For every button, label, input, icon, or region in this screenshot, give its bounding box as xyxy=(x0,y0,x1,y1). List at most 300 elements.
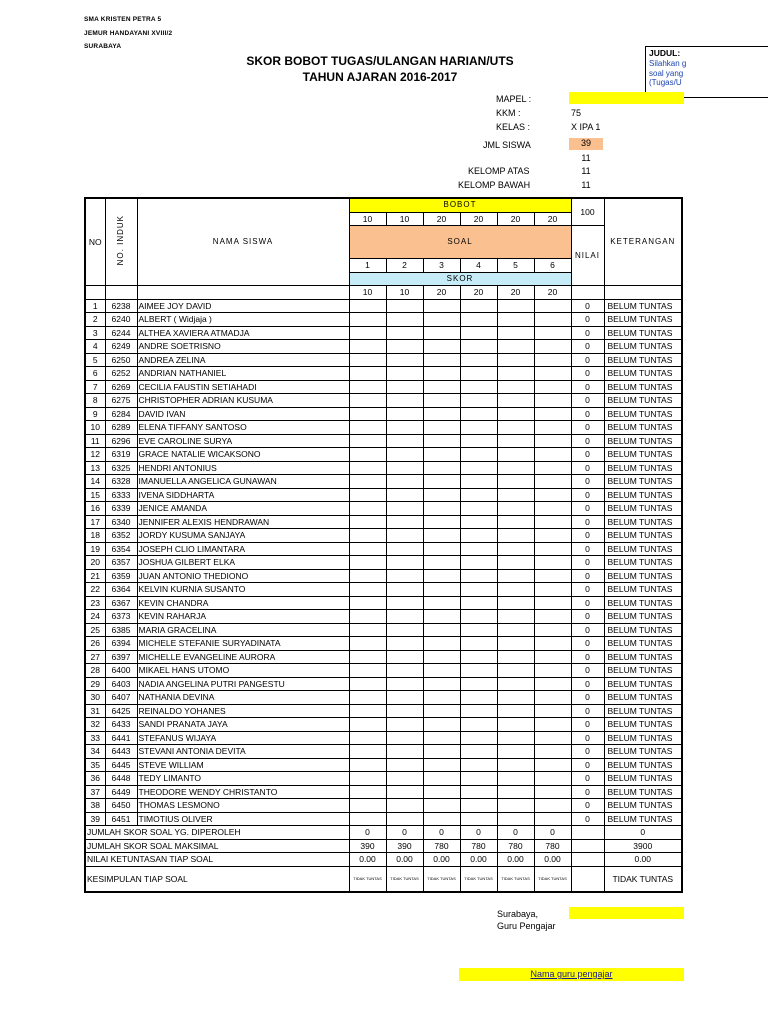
score-input-cell[interactable] xyxy=(460,488,497,502)
score-input-cell[interactable] xyxy=(423,502,460,516)
score-input-cell[interactable] xyxy=(386,542,423,556)
score-input-cell[interactable] xyxy=(386,623,423,637)
score-input-cell[interactable] xyxy=(497,637,534,651)
row-induk: 6284 xyxy=(105,407,137,421)
score-input-cell[interactable] xyxy=(497,475,534,489)
score-input-cell[interactable] xyxy=(534,326,571,340)
score-input-cell[interactable] xyxy=(423,799,460,813)
score-input-cell[interactable] xyxy=(423,380,460,394)
score-input-cell[interactable] xyxy=(534,691,571,705)
row-keterangan: BELUM TUNTAS xyxy=(604,340,682,354)
score-input-cell[interactable] xyxy=(386,637,423,651)
row-no: 21 xyxy=(85,569,105,583)
score-input-cell[interactable] xyxy=(386,299,423,313)
skor-max-value: 20 xyxy=(423,286,460,300)
score-input-cell[interactable] xyxy=(497,556,534,570)
score-input-cell[interactable] xyxy=(460,299,497,313)
score-input-cell[interactable] xyxy=(460,569,497,583)
score-input-cell[interactable] xyxy=(497,529,534,543)
score-input-cell[interactable] xyxy=(460,637,497,651)
score-input-cell[interactable] xyxy=(423,610,460,624)
score-input-cell[interactable] xyxy=(497,326,534,340)
score-input-cell[interactable] xyxy=(349,799,386,813)
score-input-cell[interactable] xyxy=(460,326,497,340)
score-input-cell[interactable] xyxy=(349,812,386,826)
score-input-cell[interactable] xyxy=(460,313,497,327)
kesimpulan-row xyxy=(85,866,682,892)
score-input-cell[interactable] xyxy=(423,421,460,435)
score-input-cell[interactable] xyxy=(386,785,423,799)
score-input-cell[interactable] xyxy=(460,461,497,475)
date-input[interactable] xyxy=(569,907,684,919)
score-input-cell[interactable] xyxy=(349,299,386,313)
score-input-cell[interactable] xyxy=(386,326,423,340)
score-input-cell[interactable] xyxy=(534,637,571,651)
skor-maksimal-row-value: 780 xyxy=(497,839,534,853)
mapel-label: MAPEL : xyxy=(496,94,532,104)
score-input-cell[interactable] xyxy=(534,380,571,394)
score-input-cell[interactable] xyxy=(497,650,534,664)
score-input-cell[interactable] xyxy=(460,529,497,543)
score-input-cell[interactable] xyxy=(386,475,423,489)
score-input-cell[interactable] xyxy=(423,542,460,556)
score-input-cell[interactable] xyxy=(497,353,534,367)
score-input-cell[interactable] xyxy=(534,812,571,826)
soal-number: 1 xyxy=(349,259,386,273)
row-induk: 6240 xyxy=(105,313,137,327)
score-input-cell[interactable] xyxy=(497,610,534,624)
score-input-cell[interactable] xyxy=(423,677,460,691)
row-induk: 6319 xyxy=(105,448,137,462)
score-input-cell[interactable] xyxy=(423,637,460,651)
score-input-cell[interactable] xyxy=(497,785,534,799)
score-input-cell[interactable] xyxy=(460,502,497,516)
kkm-label: KKM : xyxy=(496,108,521,118)
row-no: 25 xyxy=(85,623,105,637)
score-input-cell[interactable] xyxy=(460,475,497,489)
score-input-cell[interactable] xyxy=(349,394,386,408)
soal-header: SOAL xyxy=(349,226,571,259)
score-input-cell[interactable] xyxy=(423,691,460,705)
score-input-cell[interactable] xyxy=(423,448,460,462)
score-input-cell[interactable] xyxy=(349,745,386,759)
row-nama: JUAN ANTONIO THEDIONO xyxy=(137,569,349,583)
score-input-cell[interactable] xyxy=(386,556,423,570)
score-input-cell[interactable] xyxy=(497,691,534,705)
table-row xyxy=(85,434,682,448)
mapel-input[interactable] xyxy=(569,92,684,104)
score-input-cell[interactable] xyxy=(349,340,386,354)
score-input-cell[interactable] xyxy=(386,488,423,502)
row-nilai: 0 xyxy=(571,758,604,772)
score-input-cell[interactable] xyxy=(497,677,534,691)
score-input-cell[interactable] xyxy=(386,583,423,597)
score-input-cell[interactable] xyxy=(349,475,386,489)
score-input-cell[interactable] xyxy=(386,502,423,516)
score-input-cell[interactable] xyxy=(497,664,534,678)
score-input-cell[interactable] xyxy=(497,731,534,745)
score-input-cell[interactable] xyxy=(534,596,571,610)
score-input-cell[interactable] xyxy=(423,731,460,745)
score-input-cell[interactable] xyxy=(349,677,386,691)
score-input-cell[interactable] xyxy=(534,772,571,786)
skor-max-value: 20 xyxy=(534,286,571,300)
score-input-cell[interactable] xyxy=(349,664,386,678)
score-input-cell[interactable] xyxy=(534,799,571,813)
score-input-cell[interactable] xyxy=(349,772,386,786)
score-input-cell[interactable] xyxy=(497,583,534,597)
score-input-cell[interactable] xyxy=(534,502,571,516)
score-input-cell[interactable] xyxy=(460,380,497,394)
score-input-cell[interactable] xyxy=(460,691,497,705)
row-no: 12 xyxy=(85,448,105,462)
row-nama: KEVIN CHANDRA xyxy=(137,596,349,610)
score-input-cell[interactable] xyxy=(534,745,571,759)
score-input-cell[interactable] xyxy=(386,596,423,610)
score-input-cell[interactable] xyxy=(534,758,571,772)
score-input-cell[interactable] xyxy=(386,394,423,408)
score-input-cell[interactable] xyxy=(497,434,534,448)
score-input-cell[interactable] xyxy=(349,326,386,340)
score-input-cell[interactable] xyxy=(460,596,497,610)
row-keterangan: BELUM TUNTAS xyxy=(604,488,682,502)
score-input-cell[interactable] xyxy=(460,542,497,556)
score-input-cell[interactable] xyxy=(497,394,534,408)
score-input-cell[interactable] xyxy=(460,718,497,732)
score-input-cell[interactable] xyxy=(423,313,460,327)
score-input-cell[interactable] xyxy=(386,340,423,354)
score-input-cell[interactable] xyxy=(386,772,423,786)
score-input-cell[interactable] xyxy=(497,488,534,502)
score-input-cell[interactable] xyxy=(349,583,386,597)
score-input-cell[interactable] xyxy=(534,407,571,421)
score-input-cell[interactable] xyxy=(349,610,386,624)
score-input-cell[interactable] xyxy=(386,461,423,475)
score-input-cell[interactable] xyxy=(349,407,386,421)
score-input-cell[interactable] xyxy=(423,488,460,502)
score-input-cell[interactable] xyxy=(497,745,534,759)
spacer-cell xyxy=(571,286,604,300)
score-input-cell[interactable] xyxy=(534,475,571,489)
score-input-cell[interactable] xyxy=(423,650,460,664)
score-input-cell[interactable] xyxy=(460,515,497,529)
score-input-cell[interactable] xyxy=(460,745,497,759)
score-input-cell[interactable] xyxy=(423,475,460,489)
score-input-cell[interactable] xyxy=(349,421,386,435)
score-input-cell[interactable] xyxy=(349,515,386,529)
row-no: 35 xyxy=(85,758,105,772)
score-input-cell[interactable] xyxy=(534,394,571,408)
score-input-cell[interactable] xyxy=(497,448,534,462)
score-input-cell[interactable] xyxy=(534,461,571,475)
score-input-cell[interactable] xyxy=(386,448,423,462)
table-row xyxy=(85,637,682,651)
score-input-cell[interactable] xyxy=(534,448,571,462)
note-line: Silahkan g xyxy=(649,59,687,68)
score-input-cell[interactable] xyxy=(423,407,460,421)
score-input-cell[interactable] xyxy=(423,353,460,367)
score-input-cell[interactable] xyxy=(423,340,460,354)
score-input-cell[interactable] xyxy=(386,731,423,745)
row-induk: 6352 xyxy=(105,529,137,543)
score-input-cell[interactable] xyxy=(423,596,460,610)
row-induk: 6450 xyxy=(105,799,137,813)
score-input-cell[interactable] xyxy=(349,718,386,732)
score-input-cell[interactable] xyxy=(423,583,460,597)
score-input-cell[interactable] xyxy=(423,623,460,637)
score-input-cell[interactable] xyxy=(349,367,386,381)
score-input-cell[interactable] xyxy=(386,515,423,529)
score-input-cell[interactable] xyxy=(349,623,386,637)
score-input-cell[interactable] xyxy=(349,461,386,475)
score-input-cell[interactable] xyxy=(497,799,534,813)
score-input-cell[interactable] xyxy=(460,799,497,813)
score-input-cell[interactable] xyxy=(423,434,460,448)
score-input-cell[interactable] xyxy=(423,664,460,678)
score-input-cell[interactable] xyxy=(534,785,571,799)
score-input-cell[interactable] xyxy=(534,529,571,543)
score-input-cell[interactable] xyxy=(534,650,571,664)
score-input-cell[interactable] xyxy=(534,434,571,448)
score-input-cell[interactable] xyxy=(497,461,534,475)
score-input-cell[interactable] xyxy=(497,407,534,421)
score-input-cell[interactable] xyxy=(423,785,460,799)
score-input-cell[interactable] xyxy=(460,704,497,718)
score-input-cell[interactable] xyxy=(497,772,534,786)
score-input-cell[interactable] xyxy=(423,515,460,529)
score-input-cell[interactable] xyxy=(349,502,386,516)
score-input-cell[interactable] xyxy=(497,421,534,435)
score-input-cell[interactable] xyxy=(460,448,497,462)
score-input-cell[interactable] xyxy=(349,596,386,610)
row-nilai: 0 xyxy=(571,313,604,327)
score-input-cell[interactable] xyxy=(386,664,423,678)
row-no: 29 xyxy=(85,677,105,691)
row-keterangan: BELUM TUNTAS xyxy=(604,704,682,718)
row-nilai: 0 xyxy=(571,650,604,664)
score-input-cell[interactable] xyxy=(386,313,423,327)
score-input-cell[interactable] xyxy=(497,515,534,529)
row-nama: MIKAEL HANS UTOMO xyxy=(137,664,349,678)
score-input-cell[interactable] xyxy=(386,812,423,826)
score-input-cell[interactable] xyxy=(460,772,497,786)
teacher-name-field[interactable] xyxy=(459,968,684,981)
score-input-cell[interactable] xyxy=(534,313,571,327)
score-input-cell[interactable] xyxy=(497,596,534,610)
score-input-cell[interactable] xyxy=(386,677,423,691)
score-input-cell[interactable] xyxy=(349,691,386,705)
score-input-cell[interactable] xyxy=(460,556,497,570)
score-input-cell[interactable] xyxy=(386,799,423,813)
row-no: 39 xyxy=(85,812,105,826)
kelas-value: X IPA 1 xyxy=(571,122,601,132)
table-row xyxy=(85,785,682,799)
score-input-cell[interactable] xyxy=(534,299,571,313)
score-input-cell[interactable] xyxy=(534,488,571,502)
score-input-cell[interactable] xyxy=(460,407,497,421)
score-input-cell[interactable] xyxy=(386,758,423,772)
row-keterangan: BELUM TUNTAS xyxy=(604,718,682,732)
score-input-cell[interactable] xyxy=(386,367,423,381)
score-input-cell[interactable] xyxy=(460,812,497,826)
score-input-cell[interactable] xyxy=(386,353,423,367)
score-input-cell[interactable] xyxy=(460,583,497,597)
score-input-cell[interactable] xyxy=(534,542,571,556)
instruction-note xyxy=(645,46,768,98)
nilai-ketuntasan-row-label: NILAI KETUNTASAN TIAP SOAL xyxy=(85,853,349,867)
score-input-cell[interactable] xyxy=(423,367,460,381)
score-input-cell[interactable] xyxy=(497,812,534,826)
score-input-cell[interactable] xyxy=(423,529,460,543)
score-input-cell[interactable] xyxy=(349,529,386,543)
score-input-cell[interactable] xyxy=(386,704,423,718)
score-input-cell[interactable] xyxy=(497,313,534,327)
score-input-cell[interactable] xyxy=(534,677,571,691)
score-input-cell[interactable] xyxy=(349,434,386,448)
score-input-cell[interactable] xyxy=(460,421,497,435)
score-input-cell[interactable] xyxy=(534,556,571,570)
score-input-cell[interactable] xyxy=(497,542,534,556)
score-input-cell[interactable] xyxy=(349,542,386,556)
row-nilai: 0 xyxy=(571,677,604,691)
score-input-cell[interactable] xyxy=(534,367,571,381)
score-input-cell[interactable] xyxy=(386,407,423,421)
score-input-cell[interactable] xyxy=(460,650,497,664)
score-input-cell[interactable] xyxy=(423,556,460,570)
row-induk: 6252 xyxy=(105,367,137,381)
row-keterangan: BELUM TUNTAS xyxy=(604,313,682,327)
score-input-cell[interactable] xyxy=(460,664,497,678)
row-induk: 6397 xyxy=(105,650,137,664)
score-input-cell[interactable] xyxy=(349,448,386,462)
score-input-cell[interactable] xyxy=(534,664,571,678)
score-input-cell[interactable] xyxy=(349,731,386,745)
score-input-cell[interactable] xyxy=(423,461,460,475)
score-input-cell[interactable] xyxy=(386,421,423,435)
score-input-cell[interactable] xyxy=(349,758,386,772)
bobot-header: BOBOT xyxy=(349,198,571,212)
score-input-cell[interactable] xyxy=(349,650,386,664)
score-input-cell[interactable] xyxy=(349,353,386,367)
score-input-cell[interactable] xyxy=(460,785,497,799)
score-input-cell[interactable] xyxy=(534,731,571,745)
score-input-cell[interactable] xyxy=(497,718,534,732)
score-input-cell[interactable] xyxy=(460,367,497,381)
score-input-cell[interactable] xyxy=(386,434,423,448)
score-input-cell[interactable] xyxy=(497,569,534,583)
score-input-cell[interactable] xyxy=(386,569,423,583)
score-input-cell[interactable] xyxy=(460,434,497,448)
score-input-cell[interactable] xyxy=(460,353,497,367)
score-input-cell[interactable] xyxy=(497,380,534,394)
score-input-cell[interactable] xyxy=(534,623,571,637)
row-no: 4 xyxy=(85,340,105,354)
score-input-cell[interactable] xyxy=(534,353,571,367)
score-input-cell[interactable] xyxy=(497,704,534,718)
nilai-ketuntasan-row-total: 0.00 xyxy=(604,853,682,867)
row-nilai: 0 xyxy=(571,569,604,583)
score-input-cell[interactable] xyxy=(497,758,534,772)
row-induk: 6373 xyxy=(105,610,137,624)
score-input-cell[interactable] xyxy=(423,326,460,340)
score-input-cell[interactable] xyxy=(460,758,497,772)
score-input-cell[interactable] xyxy=(534,583,571,597)
row-keterangan: BELUM TUNTAS xyxy=(604,691,682,705)
score-input-cell[interactable] xyxy=(349,313,386,327)
score-input-cell[interactable] xyxy=(534,718,571,732)
spacer-cell xyxy=(85,286,105,300)
row-nilai: 0 xyxy=(571,731,604,745)
score-input-cell[interactable] xyxy=(423,569,460,583)
row-induk: 6400 xyxy=(105,664,137,678)
row-no: 30 xyxy=(85,691,105,705)
row-keterangan: BELUM TUNTAS xyxy=(604,394,682,408)
row-nama: EVE CAROLINE SURYA xyxy=(137,434,349,448)
score-input-cell[interactable] xyxy=(497,340,534,354)
score-input-cell[interactable] xyxy=(349,704,386,718)
score-input-cell[interactable] xyxy=(534,569,571,583)
score-input-cell[interactable] xyxy=(460,731,497,745)
score-input-cell[interactable] xyxy=(497,367,534,381)
score-input-cell[interactable] xyxy=(386,529,423,543)
score-input-cell[interactable] xyxy=(423,772,460,786)
score-input-cell[interactable] xyxy=(349,637,386,651)
score-input-cell[interactable] xyxy=(386,380,423,394)
score-input-cell[interactable] xyxy=(423,812,460,826)
score-input-cell[interactable] xyxy=(497,299,534,313)
score-input-cell[interactable] xyxy=(423,394,460,408)
score-input-cell[interactable] xyxy=(349,569,386,583)
score-input-cell[interactable] xyxy=(423,718,460,732)
score-input-cell[interactable] xyxy=(460,340,497,354)
score-input-cell[interactable] xyxy=(423,299,460,313)
score-input-cell[interactable] xyxy=(534,704,571,718)
score-input-cell[interactable] xyxy=(386,650,423,664)
score-input-cell[interactable] xyxy=(497,502,534,516)
row-nama: ANDRIAN NATHANIEL xyxy=(137,367,349,381)
score-input-cell[interactable] xyxy=(349,488,386,502)
score-input-cell[interactable] xyxy=(386,610,423,624)
score-input-cell[interactable] xyxy=(386,691,423,705)
score-input-cell[interactable] xyxy=(423,704,460,718)
score-input-cell[interactable] xyxy=(349,785,386,799)
row-nama: HENDRI ANTONIUS xyxy=(137,461,349,475)
table-row xyxy=(85,745,682,759)
kesimpulan-row-value: TIDAK TUNTAS xyxy=(460,866,497,892)
table-row xyxy=(85,313,682,327)
score-input-cell[interactable] xyxy=(386,745,423,759)
score-input-cell[interactable] xyxy=(423,758,460,772)
score-input-cell[interactable] xyxy=(386,718,423,732)
score-input-cell[interactable] xyxy=(460,623,497,637)
soal-number: 6 xyxy=(534,259,571,273)
row-keterangan: BELUM TUNTAS xyxy=(604,326,682,340)
score-input-cell[interactable] xyxy=(534,421,571,435)
score-input-cell[interactable] xyxy=(460,677,497,691)
score-input-cell[interactable] xyxy=(534,515,571,529)
score-input-cell[interactable] xyxy=(349,380,386,394)
spacer-cell xyxy=(571,826,604,840)
score-input-cell[interactable] xyxy=(497,623,534,637)
row-induk: 6339 xyxy=(105,502,137,516)
score-input-cell[interactable] xyxy=(423,745,460,759)
row-induk: 6238 xyxy=(105,299,137,313)
score-input-cell[interactable] xyxy=(534,340,571,354)
score-input-cell[interactable] xyxy=(460,610,497,624)
score-input-cell[interactable] xyxy=(534,610,571,624)
score-input-cell[interactable] xyxy=(460,394,497,408)
score-input-cell[interactable] xyxy=(349,556,386,570)
